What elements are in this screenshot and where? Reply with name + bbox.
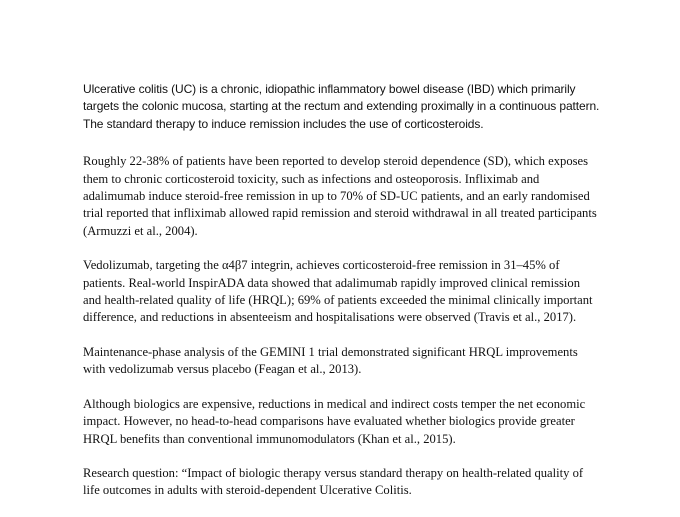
text-line: life outcomes in adults with steroid-dependent Ulcerative Colitis. [83,483,412,498]
paragraph-vedolizumab [83,257,675,327]
text-line: them to chronic corticosteroid toxicity, such as infections and osteoporosis. Infliximab and [83,171,540,186]
paragraph-costs [83,396,675,448]
paragraph-research-question [83,465,675,500]
text-line: Vedolizumab, targeting the α4β7 integrin, achieves corticosteroid-free remission in 31–45% of [83,258,560,273]
text-line: Maintenance-phase analysis of the GEMINI 1 trial demonstrated significant HRQL improvements [83,344,578,359]
text-line: Although biologics are expensive, reductions in medical and indirect costs temper the net economic [83,396,586,411]
paragraph-steroid-dependence [83,153,675,240]
text-line: Research question: “Impact of biologic therapy versus standard therapy on health-related quality of [83,465,584,480]
text-line: difference, and reductions in absenteeism and hospitalisations were observed (Travis et al., 2017). [83,310,577,325]
text-line: impact. However, no head-to-head comparisons have evaluated whether biologics provide greater [83,414,575,429]
text-line: adalimumab induce steroid-free remission in up to 70% of SD-UC patients, and an early randomised [83,189,590,204]
text-line: HRQL benefits than conventional immunomodulators (Khan et al., 2015). [83,431,456,446]
text-line: and health-related quality of life (HRQL); 69% of patients exceeded the minimal clinically important [83,293,593,308]
text-line: trial reported that infliximab allowed rapid remission and steroid withdrawal in all treated participants [83,206,597,221]
text-line: with vedolizumab versus placebo (Feagan et al., 2013). [83,362,362,377]
text-line: Ulcerative colitis (UC) is a chronic, idiopathic inflammatory bowel disease (IBD) which primarily [83,82,576,96]
text-line: targets the colonic mucosa, starting at the rectum and extending proximally in a continuous pattern. [83,99,600,114]
text-line: Roughly 22-38% of patients have been reported to develop steroid dependence (SD), which exposes [83,154,589,169]
document-page [83,81,675,517]
text-line: patients. Real-world InspirADA data showed that adalimumab rapidly improved clinical remission [83,275,580,290]
paragraph-uc-definition [83,81,675,133]
text-line: (Armuzzi et al., 2004). [83,223,198,238]
text-line: The standard therapy to induce remission includes the use of corticosteroids. [83,116,484,131]
paragraph-gemini-trial [83,344,675,379]
